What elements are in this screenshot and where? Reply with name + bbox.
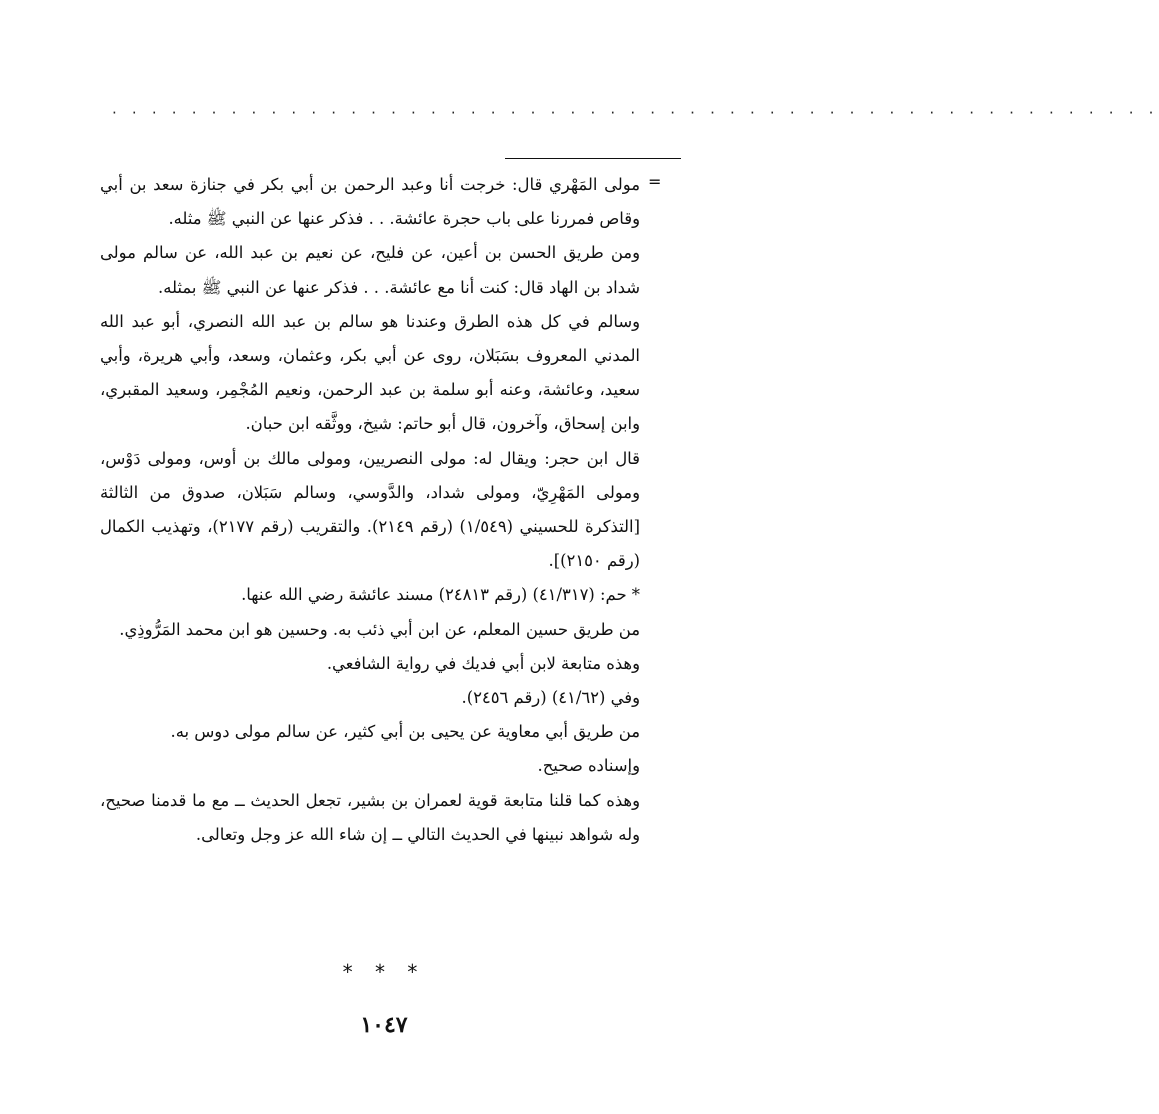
main-text [100, 168, 640, 852]
footnote-separator-line [505, 158, 681, 159]
header-dotted-rule: · · · · · · · · · · · · · · · · · · · · · · · · · · · · · · · · · · · · · · · · · · · · · · · · · · · · · [112, 104, 1159, 122]
paragraph: ومن طريق الحسن بن أعين، عن فليح، عن نعيم بن عبد الله، عن سالم مولى شداد بن الهاد قال: كنت أنا مع عائشة. . . فذكر عنها عن النبي ﷺ بمثله. [100, 243, 640, 297]
paragraph: وهذه كما قلنا متابعة قوية لعمران بن بشير، تجعل الحديث ــ مع ما قدمنا صحيح، وله شواهد نبينها في الحديث التالي ــ إن شاء الله عز وجل وتعالى. [100, 790, 640, 844]
page-number: ١٠٤٧ [360, 1012, 408, 1038]
paragraph: وإسناده صحيح. [537, 756, 640, 776]
paragraph: وهذه متابعة لابن أبي فديك في رواية الشافعي. [326, 653, 640, 673]
paragraph: قال ابن حجر: ويقال له: مولى النصريين، ومولى مالك بن أوس، ومولى دَوْس، ومولى المَهْرِيّ، ومولى شداد، والدَّوسي، وسالم سَبَلان، صدوق من الثالثة [التذكرة للحسيني (١/٥٤٩) (رقم ٢١٤٩). والتقريب (رقم ٢١٧٧)، وتهذيب الكمال (رقم ٢١٥٠)]. [100, 448, 640, 571]
continuation-mark: = [648, 172, 662, 191]
paragraph: وفي (٤١/٦٢) (رقم ٢٤٥٦). [461, 688, 640, 708]
paragraph: وسالم في كل هذه الطرق وعندنا هو سالم بن عبد الله النصري، أبو عبد الله المدني المعروف بسَبَلان، روى عن أبي بكر، وعثمان، وسعد، وأبي هريرة، وأبي سعيد، وعائشة، وعنه أبو سلمة بن عبد الرحمن، ونعيم المُجْمِر، وسعيد المقبري، وابن إسحاق، وآخرون، قال أبو حاتم: شيخ، ووثَّقه ابن حبان. [100, 311, 640, 434]
paragraph: مولى المَهْري قال: خرجت أنا وعبد الرحمن بن أبي بكر في جنازة سعد بن أبي وقاص فمررنا على باب حجرة عائشة. . . فذكر عنها عن النبي ﷺ مثله. [100, 175, 640, 229]
paragraph: من طريق حسين المعلم، عن ابن أبي ذئب به. وحسين هو ابن محمد المَرُّوذِي. [119, 619, 640, 639]
paragraph: * حم: (٤١/٣١٧) (رقم ٢٤٨١٣) مسند عائشة رضي الله عنها. [241, 585, 640, 605]
section-separator-stars: * * * [342, 960, 426, 984]
paragraph: من طريق أبي معاوية عن يحيى بن أبي كثير، عن سالم مولى دوس به. [170, 722, 640, 742]
